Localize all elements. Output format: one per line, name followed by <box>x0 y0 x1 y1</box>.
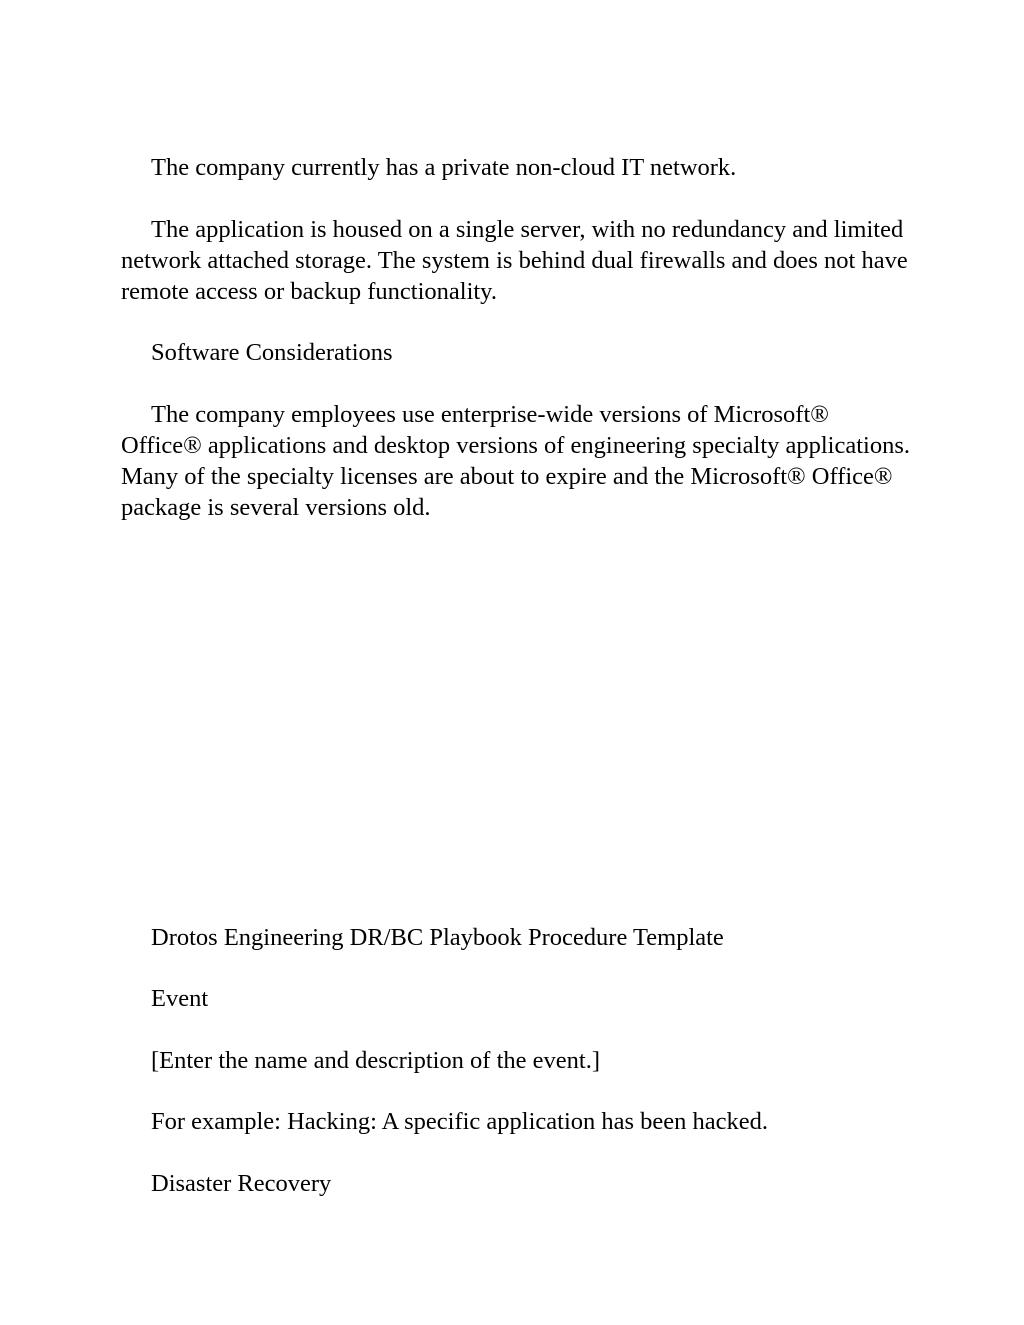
software-details-paragraph: The company employees use enterprise-wide versions of Microsoft® Office® applications and desktop versions of engineering specialty applications. Many of the specialty licenses are about to expire and the Microsoft® Office® package is several versions old. <box>121 401 911 521</box>
disaster-recovery-heading: Disaster Recovery <box>151 1170 332 1197</box>
event-instruction-placeholder: [Enter the name and description of the event.] <box>151 1047 600 1074</box>
event-heading: Event <box>151 985 209 1012</box>
event-example-paragraph: For example: Hacking: A specific application has been hacked. <box>151 1108 769 1135</box>
network-statement-paragraph: The company currently has a private non-cloud IT network. <box>151 154 737 181</box>
software-considerations-heading: Software Considerations <box>151 339 393 366</box>
application-server-paragraph: The application is housed on a single server, with no redundancy and limited network attached storage. The system is behind dual firewalls and does not have remote access or backup functionality. <box>121 216 908 305</box>
playbook-template-title: Drotos Engineering DR/BC Playbook Procedure Template <box>151 924 724 951</box>
